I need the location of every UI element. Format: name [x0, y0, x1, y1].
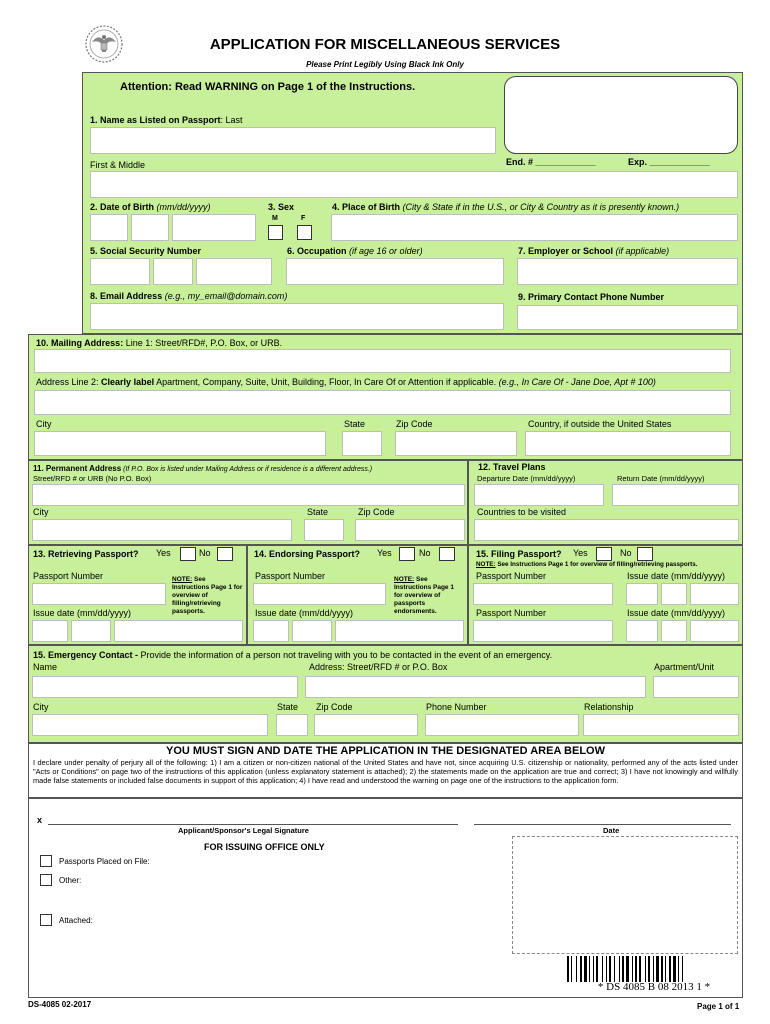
filing-issue-day-input-1[interactable]	[661, 583, 687, 605]
other-checkbox[interactable]	[40, 874, 52, 886]
barcode-bar	[635, 956, 637, 982]
emergency-title: 15. Emergency Contact - Provide the information of a person not traveling with you to be contacted in the event of an emergency.	[33, 650, 553, 660]
emergency-name-label: Name	[33, 662, 58, 672]
emergency-state-input[interactable]	[276, 714, 308, 736]
emergency-zip-input[interactable]	[314, 714, 418, 736]
endorsing-issue-date-label: Issue date (mm/dd/yyyy)	[255, 608, 354, 618]
barcode-bar	[648, 956, 650, 982]
endorsing-note: NOTE: See Instructions Page 1 for overview of passports endorsments.	[394, 576, 454, 615]
barcode-bar	[632, 956, 633, 982]
barcode-bar	[626, 956, 629, 982]
filing-passport-number-input-2[interactable]	[473, 620, 613, 642]
emergency-city-label: City	[33, 702, 49, 712]
countries-label: Countries to be visited	[477, 507, 567, 517]
last-name-input[interactable]	[90, 127, 496, 154]
emergency-relationship-label: Relationship	[584, 702, 634, 712]
countries-input[interactable]	[474, 519, 739, 541]
office-title: FOR ISSUING OFFICE ONLY	[204, 842, 325, 852]
ssn-part3-input[interactable]	[196, 258, 272, 285]
permanent-street-label: Street/RFD # or URB (No P.O. Box)	[33, 474, 152, 483]
retrieving-note: NOTE: See Instructions Page 1 for overview of filling/retrieving passports.	[172, 576, 243, 615]
permanent-state-label: State	[307, 507, 329, 517]
sex-m-checkbox[interactable]	[268, 225, 283, 240]
first-middle-input[interactable]	[90, 171, 738, 198]
endorsing-issue-day-input[interactable]	[292, 620, 332, 642]
form-subtitle: Please Print Legibly Using Black Ink Only	[306, 60, 464, 69]
permanent-zip-input[interactable]	[355, 519, 465, 541]
date-label: Date	[603, 826, 620, 835]
endorsing-passport-number-label: Passport Number	[255, 571, 326, 581]
pob-label: 4. Place of Birth (City & State if in the U.S., or City & Country as it is presently known.)	[332, 202, 680, 212]
departure-label: Departure Date (mm/dd/yyyy)	[477, 474, 576, 483]
dob-month-input[interactable]	[90, 214, 128, 241]
exp-label: Exp. ____________	[628, 157, 710, 167]
filing-note: NOTE: See Instructions Page 1 for overview of filling/retrieving passports.	[476, 561, 698, 568]
emergency-zip-label: Zip Code	[316, 702, 353, 712]
barcode-bar	[639, 956, 641, 982]
filing-issue-year-input-2[interactable]	[690, 620, 739, 642]
dob-day-input[interactable]	[131, 214, 169, 241]
retrieving-issue-year-input[interactable]	[114, 620, 243, 642]
emergency-state-label: State	[277, 702, 299, 712]
barcode-bar	[678, 956, 679, 982]
ssn-part1-input[interactable]	[90, 258, 150, 285]
barcode-bar	[576, 956, 577, 982]
mailing-line2-input[interactable]	[34, 390, 731, 415]
employer-input[interactable]	[517, 258, 738, 285]
retrieving-passport-number-input[interactable]	[32, 583, 166, 605]
mailing-city-label: City	[36, 419, 52, 429]
name-label: 1. Name as Listed on Passport: Last	[90, 115, 243, 125]
barcode-bar	[669, 956, 671, 982]
email-input[interactable]	[90, 303, 504, 330]
sex-f-label: F	[301, 215, 306, 222]
attached-label: Attached:	[59, 916, 93, 925]
barcode-bar	[665, 956, 666, 982]
barcode	[566, 956, 742, 982]
emergency-city-input[interactable]	[32, 714, 268, 736]
barcode-bar	[661, 956, 663, 982]
mailing-zip-label: Zip Code	[396, 419, 433, 429]
barcode-bar	[589, 956, 590, 982]
photo-box	[504, 76, 738, 154]
form-title: APPLICATION FOR MISCELLANEOUS SERVICES	[209, 36, 561, 53]
declaration-text: I declare under penalty of perjury all of the following: 1) I am a citizen or non-citizen national of the United States and have not, since acquiring U.S. citizenship or nationality, performed any of the acts listed under "Acts or Conditions" on page two of the instructions of this application (unless explanatory statement is attached); 2) the statements made on the application are true and correct; 3) I have not knowingly and willfully made false statements or included false documents in support of this application; 4) I have read and understood the warning on page one of the instructions to the application form.	[33, 758, 738, 785]
endorsing-no-label: No	[419, 548, 431, 558]
filing-issue-year-input-1[interactable]	[690, 583, 739, 605]
permanent-street-input[interactable]	[32, 484, 465, 506]
emergency-relationship-input[interactable]	[583, 714, 739, 736]
retrieving-no-checkbox[interactable]	[217, 547, 233, 561]
emergency-address-label: Address: Street/RFD # or P.O. Box	[309, 662, 448, 672]
endorsing-yes-label: Yes	[377, 548, 392, 558]
filing-issue-day-input-2[interactable]	[661, 620, 687, 642]
filing-yes-checkbox[interactable]	[596, 547, 612, 561]
return-label: Return Date (mm/dd/yyyy)	[617, 474, 705, 483]
filing-passport-number-label-1: Passport Number	[476, 571, 547, 581]
barcode-bar	[609, 956, 611, 982]
endorsing-yes-checkbox[interactable]	[399, 547, 415, 561]
filing-issue-date-label-2: Issue date (mm/dd/yyyy)	[627, 608, 726, 618]
filing-passport-number-input-1[interactable]	[473, 583, 613, 605]
placed-label: Passports Placed on File:	[59, 857, 150, 866]
first-middle-label: First & Middle	[90, 160, 146, 170]
phone-label: 9. Primary Contact Phone Number	[518, 292, 665, 302]
mailing-state-input[interactable]	[342, 431, 382, 456]
signature-x: x	[37, 815, 43, 825]
mailing-city-input[interactable]	[34, 431, 326, 456]
office-stamp-box	[512, 836, 738, 954]
barcode-bar	[602, 956, 603, 982]
attention-banner: Attention: Read WARNING on Page 1 of the Instructions.	[120, 81, 416, 93]
barcode-bar	[614, 956, 615, 982]
barcode-bar	[645, 956, 646, 982]
barcode-bar	[580, 956, 582, 982]
endorsing-issue-month-input[interactable]	[253, 620, 289, 642]
emergency-name-input[interactable]	[32, 676, 298, 698]
emergency-phone-label: Phone Number	[426, 702, 487, 712]
sex-m-label: M	[272, 215, 278, 222]
signature-line[interactable]	[48, 824, 458, 825]
page-number: Page 1 of 1	[697, 1002, 740, 1011]
sign-title: YOU MUST SIGN AND DATE THE APPLICATION IN THE DESIGNATED AREA BELOW	[166, 745, 605, 757]
barcode-bar	[619, 956, 620, 982]
barcode-bar	[606, 956, 607, 982]
emergency-phone-input[interactable]	[425, 714, 579, 736]
permanent-city-label: City	[33, 507, 49, 517]
barcode-bar	[673, 956, 676, 982]
dob-year-input[interactable]	[172, 214, 256, 241]
placed-checkbox[interactable]	[40, 855, 52, 867]
barcode-bar	[622, 956, 624, 982]
mailing-title: 10. Mailing Address: Line 1: Street/RFD#, P.O. Box, or URB.	[36, 338, 283, 348]
date-line[interactable]	[474, 824, 731, 825]
emergency-address-input[interactable]	[305, 676, 646, 698]
permanent-zip-label: Zip Code	[358, 507, 395, 517]
sex-label: 3. Sex	[268, 202, 295, 212]
retrieving-no-label: No	[199, 548, 211, 558]
email-label: 8. Email Address (e.g., my_email@domain.com)	[90, 291, 288, 301]
permanent-title: 11. Permanent Address (If P.O. Box is listed under Mailing Address or if residence is a different address.)	[33, 464, 373, 473]
mailing-country-input[interactable]	[525, 431, 731, 456]
filing-passport-number-label-2: Passport Number	[476, 608, 547, 618]
other-label: Other:	[59, 876, 82, 885]
retrieving-yes-checkbox[interactable]	[180, 547, 196, 561]
retrieving-passport-number-label: Passport Number	[33, 571, 104, 581]
retrieving-issue-day-input[interactable]	[71, 620, 111, 642]
mailing-state-label: State	[344, 419, 366, 429]
employer-label: 7. Employer or School (if applicable)	[518, 246, 670, 256]
barcode-bar	[571, 956, 572, 982]
retrieving-yes-label: Yes	[156, 548, 171, 558]
ssn-label: 5. Social Security Number	[90, 246, 202, 256]
sex-f-checkbox[interactable]	[297, 225, 312, 240]
mailing-line1-input[interactable]	[34, 349, 731, 373]
barcode-bar	[653, 956, 654, 982]
signature-label: Applicant/Sponsor's Legal Signature	[178, 826, 309, 835]
phone-input[interactable]	[517, 305, 738, 330]
endorsing-issue-year-input[interactable]	[335, 620, 464, 642]
emergency-apt-label: Apartment/Unit	[654, 662, 715, 672]
occupation-label: 6. Occupation (if age 16 or older)	[287, 246, 423, 256]
barcode-text: * DS 4085 B 08 2013 1 *	[597, 981, 711, 993]
retrieving-issue-month-input[interactable]	[32, 620, 68, 642]
barcode-bar	[682, 956, 683, 982]
endorsing-passport-number-input[interactable]	[253, 583, 386, 605]
end-number-label: End. # ____________	[506, 157, 596, 167]
retrieving-title: 13. Retrieving Passport?	[33, 549, 139, 559]
attached-checkbox[interactable]	[40, 914, 52, 926]
barcode-bar	[584, 956, 587, 982]
barcode-bar	[596, 956, 598, 982]
travel-title: 12. Travel Plans	[478, 462, 546, 472]
filing-title: 15. Filing Passport?	[476, 549, 562, 559]
retrieving-issue-date-label: Issue date (mm/dd/yyyy)	[33, 608, 132, 618]
emergency-apt-input[interactable]	[653, 676, 739, 698]
pob-input[interactable]	[331, 214, 738, 241]
permanent-city-input[interactable]	[32, 519, 292, 541]
mailing-country-label: Country, if outside the United States	[528, 419, 672, 429]
endorsing-no-checkbox[interactable]	[439, 547, 455, 561]
mailing-zip-input[interactable]	[395, 431, 517, 456]
endorsing-title: 14. Endorsing Passport?	[254, 549, 361, 559]
barcode-bars	[566, 956, 742, 982]
filing-issue-date-label-1: Issue date (mm/dd/yyyy)	[627, 571, 726, 581]
filing-no-label: No	[620, 548, 632, 558]
barcode-bar	[593, 956, 594, 982]
filing-issue-month-input-2[interactable]	[626, 620, 658, 642]
occupation-input[interactable]	[286, 258, 504, 285]
barcode-bar	[567, 956, 569, 982]
filing-yes-label: Yes	[573, 548, 588, 558]
ssn-part2-input[interactable]	[153, 258, 193, 285]
mailing-line2-label: Address Line 2: Clearly label Apartment, Company, Suite, Unit, Building, Floor, In Care Of or Attention if applicable. (e.g., In Care Of - Jane Doe, Apt # 100)	[36, 377, 656, 387]
filing-issue-month-input-1[interactable]	[626, 583, 658, 605]
filing-no-checkbox[interactable]	[637, 547, 653, 561]
departure-input[interactable]	[474, 484, 604, 506]
permanent-state-input[interactable]	[304, 519, 344, 541]
dob-label: 2. Date of Birth (mm/dd/yyyy)	[90, 202, 211, 212]
barcode-bar	[656, 956, 659, 982]
return-input[interactable]	[612, 484, 739, 506]
form-id: DS-4085 02-2017	[28, 1000, 92, 1009]
